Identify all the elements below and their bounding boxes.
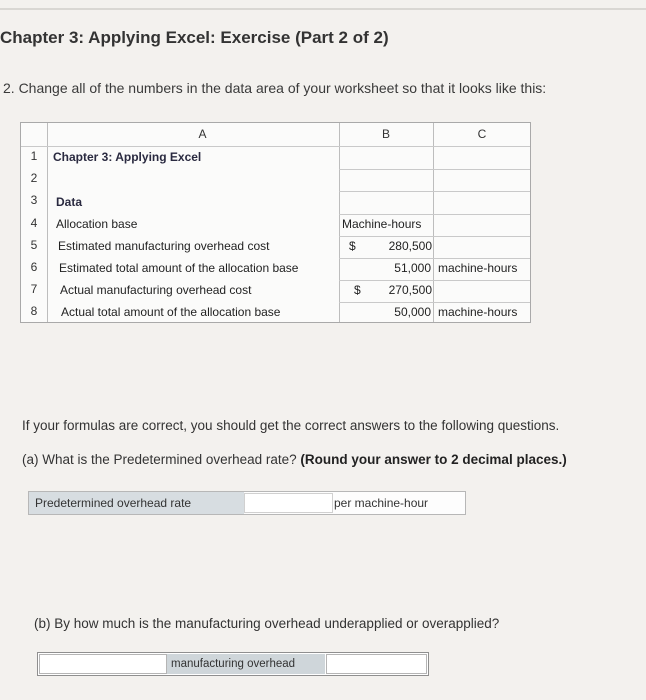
label-cell: Actual manufacturing overhead cost [60,283,252,297]
formula-check-text: If your formulas are correct, you should get the correct answers to the following questions. [22,418,560,433]
grid-line [339,280,530,281]
grid-line [21,146,530,147]
answer-row-b [37,652,429,676]
rate-unit-label: per machine-hour [334,496,429,510]
row-number: 1 [30,149,38,163]
column-header-b: B [381,127,390,141]
label-cell: Estimated total amount of the allocation base [59,261,299,275]
value-cell: 270,500 [388,283,432,297]
value-cell: 50,000 [394,305,431,319]
row-number: 4 [30,216,38,230]
question-b: (b) By how much is the manufacturing overhead underapplied or overapplied? [34,616,500,631]
grid-line [339,302,530,303]
column-header-a: A [198,127,207,141]
row-number: 8 [30,304,38,318]
question-a-text: (a) What is the Predetermined overhead rate? [22,452,301,467]
grid-line [339,169,530,170]
unit-cell: machine-hours [438,305,518,319]
question-a-rounding-note: (Round your answer to 2 decimal places.) [300,452,567,467]
page-title: Chapter 3: Applying Excel: Exercise (Part 2 of 2) [0,28,389,47]
manufacturing-overhead-label: manufacturing overhead [167,654,325,674]
value-cell: 280,500 [388,239,432,253]
top-divider [0,8,646,10]
grid-line [339,258,530,259]
value-cell: 51,000 [394,261,431,275]
predetermined-rate-label: Predetermined overhead rate [29,492,244,514]
label-cell: Estimated manufacturing overhead cost [58,239,270,253]
unit-cell: machine-hours [438,261,518,275]
row-number: 3 [30,193,38,207]
currency-symbol: $ [354,283,361,297]
value-cell: Machine-hours [342,217,422,231]
grid-line [339,191,530,192]
grid-line [339,123,340,322]
label-cell: Allocation base [56,217,138,231]
predetermined-rate-input[interactable] [244,493,333,513]
row-number: 6 [30,260,38,274]
answer-row-a [28,491,466,515]
worksheet-image [20,122,531,323]
grid-line [339,214,530,215]
overhead-amount-input[interactable] [326,654,427,674]
column-header-c: C [477,127,487,141]
grid-line [47,123,48,322]
label-cell: Actual total amount of the allocation base [61,305,281,319]
row-number: 5 [30,238,38,252]
grid-line [339,236,530,237]
question-a [22,452,567,467]
row-number: 2 [30,171,38,185]
grid-line [433,123,434,322]
data-heading-cell: Data [56,195,83,209]
sheet-title-cell: Chapter 3: Applying Excel [53,150,202,164]
under-over-applied-select[interactable] [39,654,167,674]
row-number: 7 [30,282,38,296]
instruction-text: 2. Change all of the numbers in the data area of your worksheet so that it looks like this: [3,80,547,96]
currency-symbol: $ [349,239,356,253]
